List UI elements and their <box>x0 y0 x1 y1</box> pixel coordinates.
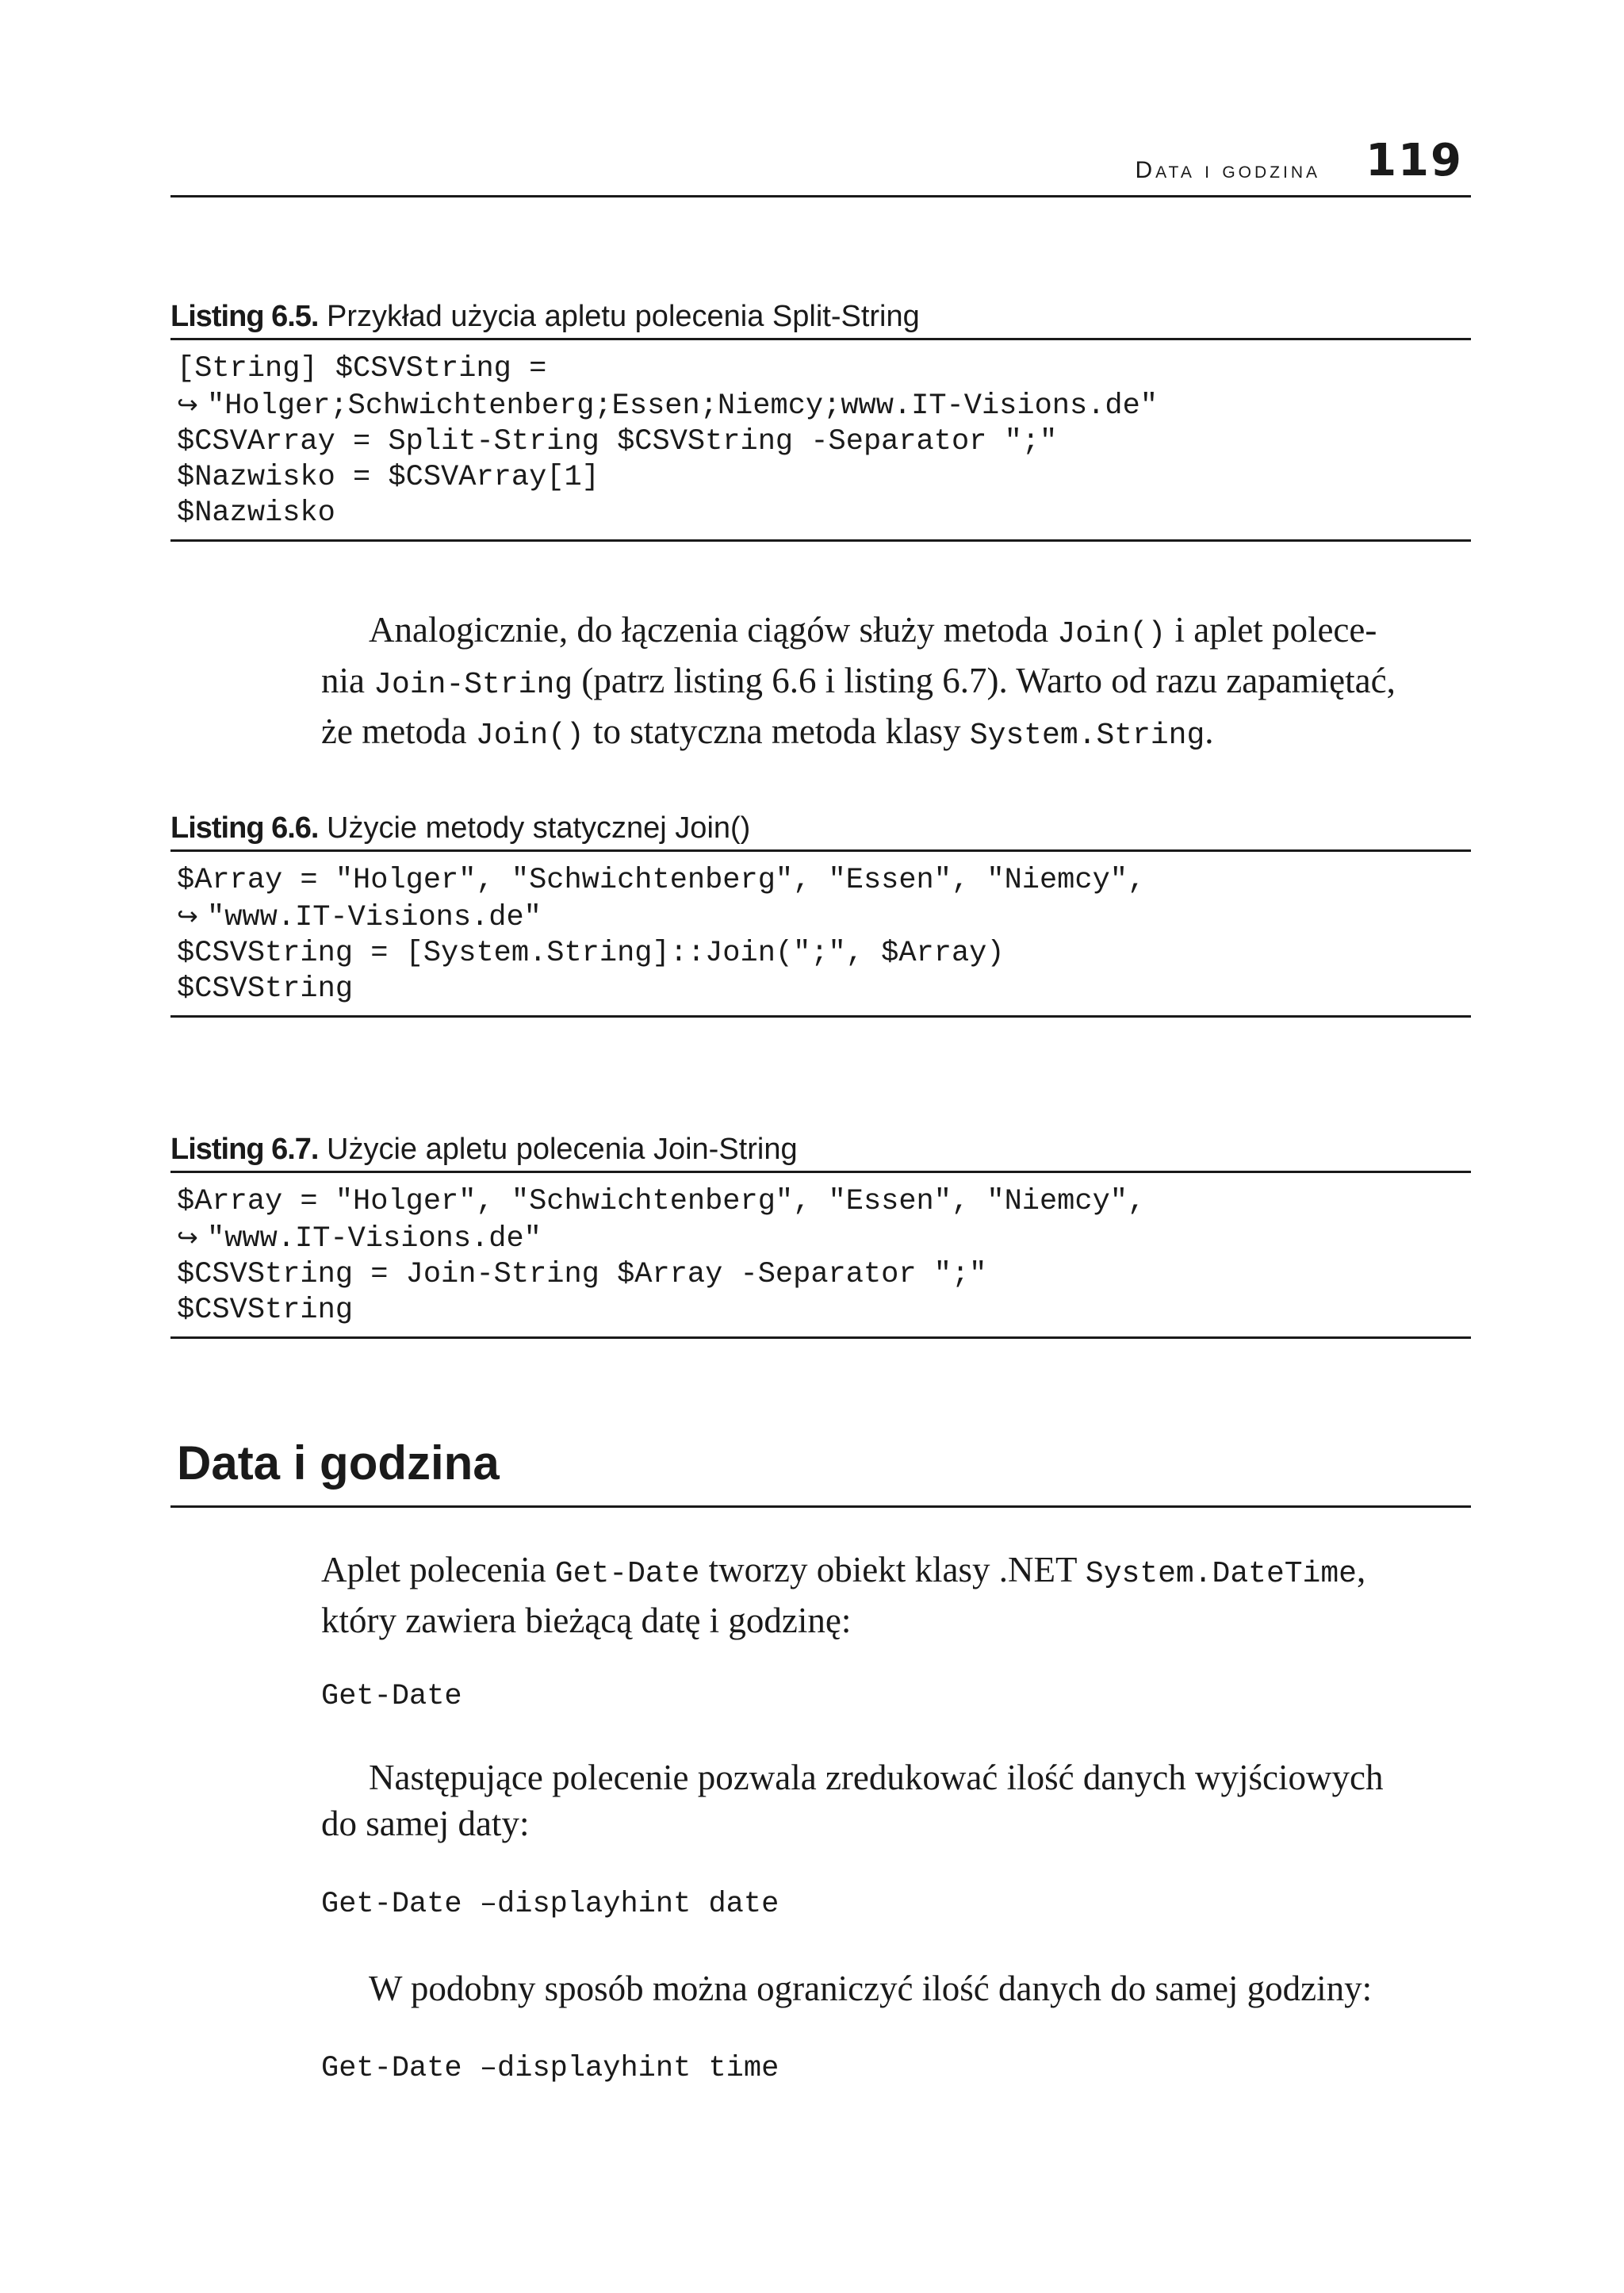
paragraph-line <box>321 1800 1471 1846</box>
code-text: "www.IT-Visions.de" <box>207 1222 542 1256</box>
code-line-continued <box>177 899 1465 936</box>
listing-6-5 <box>170 295 1471 542</box>
code-line: [String] $CSVString = <box>177 352 547 385</box>
code-line: $Nazwisko <box>177 497 335 530</box>
text: . <box>1205 711 1214 751</box>
text: i aplet polece- <box>1166 610 1377 650</box>
continuation-arrow-icon: ↪ <box>177 901 198 931</box>
code-line-continued <box>177 1220 1465 1257</box>
inline-code: Join-String <box>373 668 573 702</box>
continuation-arrow-icon: ↪ <box>177 1222 198 1252</box>
paragraph-line <box>321 708 1471 759</box>
inline-code: System.String <box>969 719 1205 753</box>
section-heading <box>170 1436 1471 1508</box>
text: to statyczna metoda klasy <box>584 711 970 751</box>
code-example-date: Get-Date –displayhint date <box>321 1888 779 1921</box>
code-line: $CSVString = [System.String]::Join(";", $Array) <box>177 937 1005 970</box>
code-line: $Array = "Holger", "Schwichtenberg", "Essen", "Niemcy", <box>177 1185 1146 1218</box>
text: że metoda <box>321 711 476 751</box>
code-line: $Nazwisko = $CSVArray[1] <box>177 461 599 494</box>
paragraph-line <box>321 1597 1471 1643</box>
code-line-continued <box>177 387 1465 424</box>
listing-label: Listing 6.6. <box>170 811 319 845</box>
listing-label: Listing 6.7. <box>170 1133 319 1166</box>
paragraph-line <box>321 607 1471 658</box>
text: W podobny sposób można ograniczyć ilość danych do samej godziny: <box>369 1969 1373 2008</box>
paragraph-getdate <box>321 1547 1471 1643</box>
code-example-getdate: Get-Date <box>321 1680 462 1713</box>
text: (patrz listing 6.6 i listing 6.7). Warto od razu zapamiętać, <box>573 661 1396 700</box>
listing-code <box>170 340 1471 542</box>
listing-6-6 <box>170 807 1471 1018</box>
paragraph-line <box>321 658 1471 708</box>
code-line: $CSVString <box>177 1294 354 1327</box>
listing-label: Listing 6.5. <box>170 300 319 333</box>
listing-title: Przykład użycia apletu polecenia Split-String <box>327 300 920 333</box>
code-text: "Holger;Schwichtenberg;Essen;Niemcy;www.IT-Visions.de" <box>207 389 1158 423</box>
paragraph-line <box>321 1965 1471 2011</box>
code-line: $CSVString <box>177 972 354 1006</box>
continuation-arrow-icon: ↪ <box>177 389 198 420</box>
listing-caption <box>170 295 1471 340</box>
code-text: "www.IT-Visions.de" <box>207 901 542 934</box>
listing-code <box>170 1173 1471 1339</box>
text: nia <box>321 661 374 700</box>
code-line: $Array = "Holger", "Schwichtenberg", "Essen", "Niemcy", <box>177 864 1146 897</box>
page-number: 119 <box>1365 135 1463 186</box>
inline-code: Get-Date <box>554 1557 700 1591</box>
code-line: $CSVArray = Split-String $CSVString -Separator ";" <box>177 425 1058 458</box>
listing-code <box>170 852 1471 1018</box>
text: Aplet polecenia <box>321 1550 555 1589</box>
listing-6-7 <box>170 1128 1471 1339</box>
listing-title: Użycie apletu polecenia Join-String <box>327 1133 798 1166</box>
section-title: Data i godzina <box>177 1436 500 1490</box>
paragraph-date <box>321 1754 1471 1846</box>
text: Analogicznie, do łączenia ciągów służy metoda <box>369 610 1058 650</box>
listing-title: Użycie metody statycznej Join() <box>327 811 751 845</box>
listing-caption <box>170 1128 1471 1173</box>
running-title: Data i godzina <box>1135 157 1320 183</box>
paragraph-time <box>321 1965 1471 2011</box>
inline-code: Join() <box>475 719 584 753</box>
text: tworzy obiekt klasy .NET <box>699 1550 1086 1589</box>
text: Następujące polecenie pozwala zredukować ilość danych wyjściowych <box>369 1758 1384 1797</box>
inline-code: System.DateTime <box>1085 1557 1357 1591</box>
text: do samej daty: <box>321 1804 530 1843</box>
inline-code: Join() <box>1057 617 1166 651</box>
text: , <box>1356 1550 1366 1589</box>
paragraph-line <box>321 1754 1471 1800</box>
code-example-time: Get-Date –displayhint time <box>321 2052 779 2085</box>
running-header <box>170 135 1471 197</box>
code-line: $CSVString = Join-String $Array -Separator ";" <box>177 1258 987 1291</box>
text: który zawiera bieżącą datę i godzinę: <box>321 1601 852 1640</box>
paragraph-join <box>321 607 1471 759</box>
listing-caption <box>170 807 1471 852</box>
paragraph-line <box>321 1547 1471 1597</box>
